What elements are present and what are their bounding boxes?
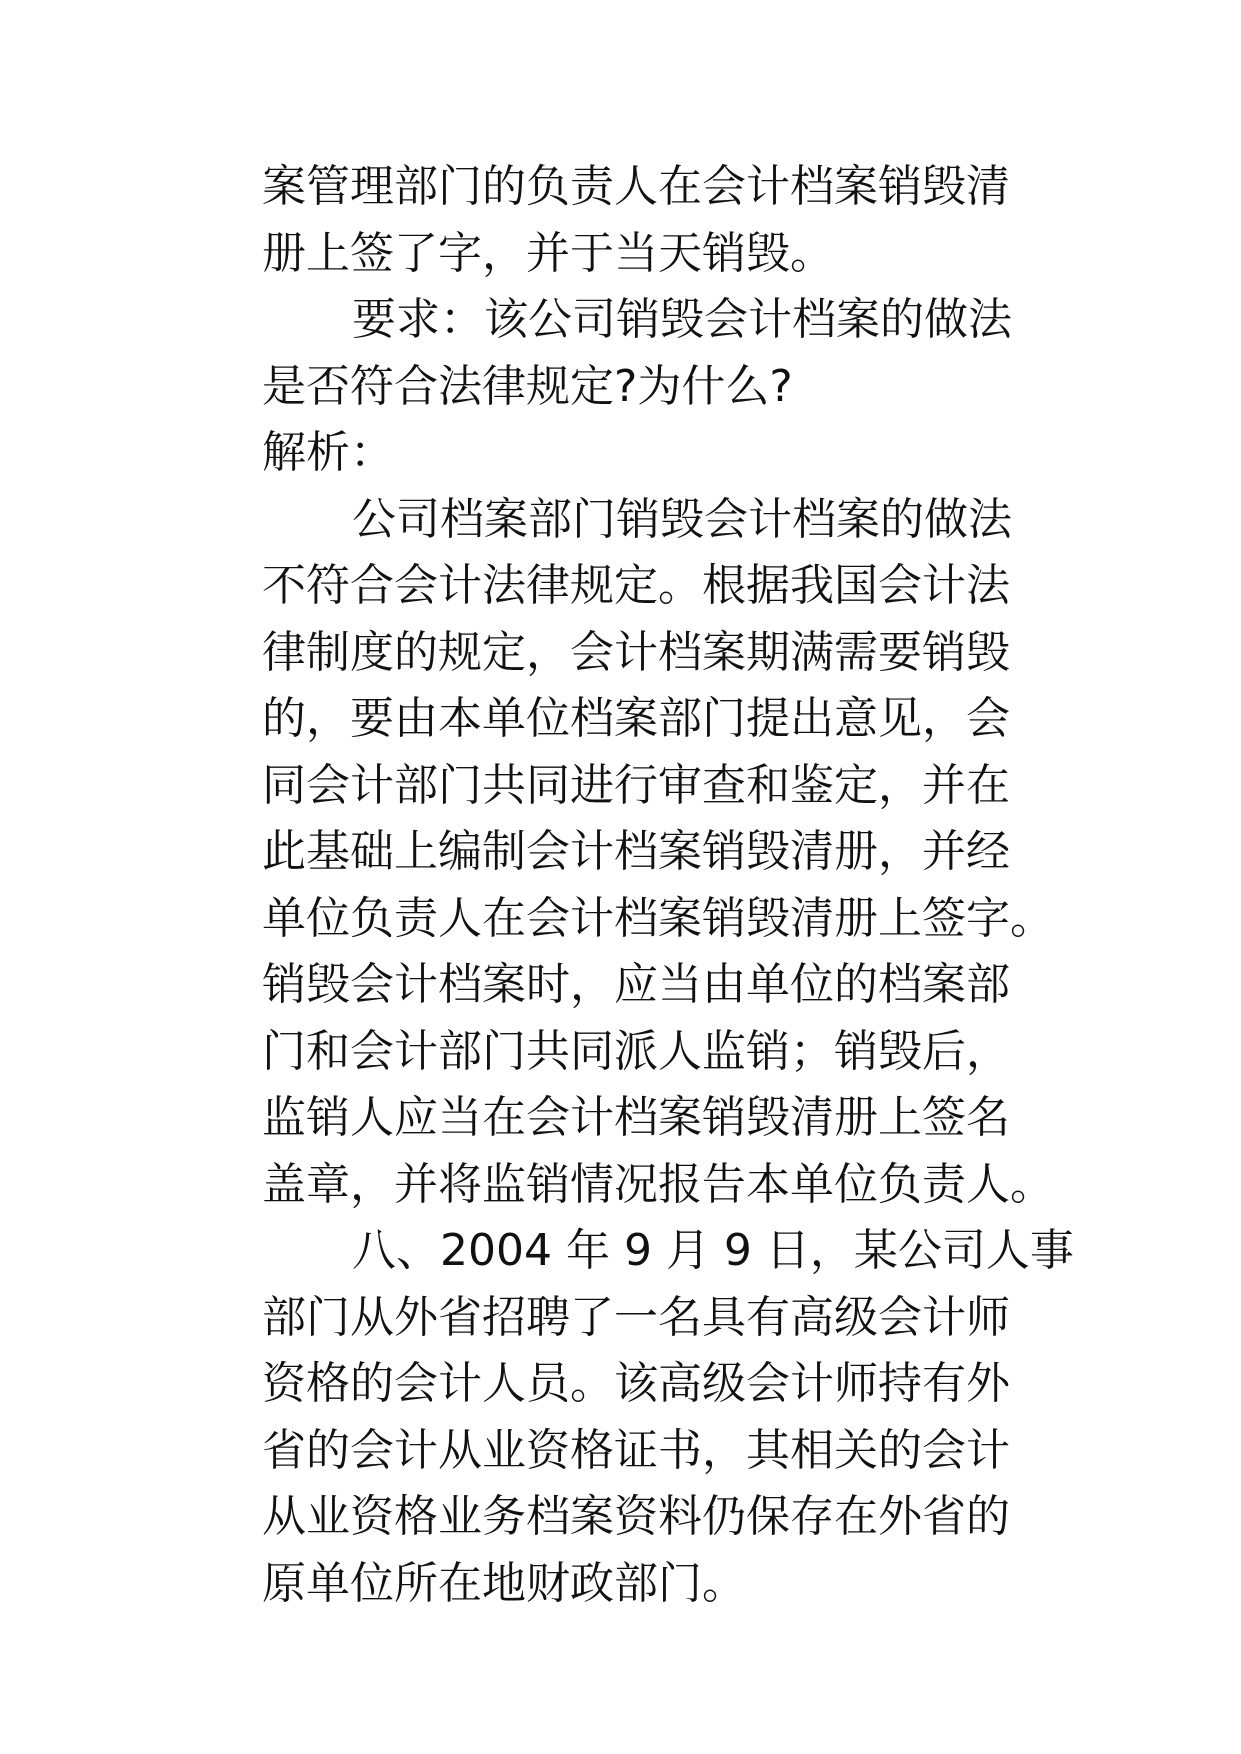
text-line: 销毁会计档案时，应当由单位的档案部	[262, 959, 1010, 1010]
text-line: 此基础上编制会计档案销毁清册，并经	[262, 826, 1010, 877]
body-text	[262, 154, 1074, 1617]
text-line: 盖章，并将监销情况报告本单位负责人。	[262, 1158, 1054, 1210]
text-line: 案管理部门的负责人在会计档案销毁清	[262, 161, 1010, 212]
text-line: 单位负责人在会计档案销毁清册上签字。	[262, 892, 1054, 944]
text-line: 解析：	[262, 427, 394, 478]
text-line: 门和会计部门共同派人监销；销毁后，	[262, 1025, 1010, 1077]
text-line: 是否符合法律规定?为什么?	[262, 360, 793, 412]
text-line: 律制度的规定，会计档案期满需要销毁	[262, 626, 1010, 678]
text-line: 监销人应当在会计档案销毁清册上签名	[262, 1092, 1010, 1143]
text-line: 公司档案部门销毁会计档案的做法	[352, 493, 1012, 545]
text-line: 部门从外省招聘了一名具有高级会计师	[262, 1291, 1010, 1343]
text-line: 同会计部门共同进行审查和鉴定，并在	[262, 759, 1010, 811]
text-line: 八、2004 年 9 月 9 日，某公司人事	[352, 1225, 1074, 1276]
text-line: 的，要由本单位档案部门提出意见，会	[262, 693, 1010, 744]
text-line: 不符合会计法律规定。根据我国会计法	[262, 560, 1010, 611]
text-line: 省的会计从业资格证书，其相关的会计	[262, 1424, 1010, 1476]
text-line: 从业资格业务档案资料仍保存在外省的	[262, 1491, 1010, 1542]
text-line: 原单位所在地财政部门。	[262, 1557, 746, 1609]
text-line: 资格的会计人员。该高级会计师持有外	[262, 1358, 1010, 1409]
text-line: 要求：该公司销毁会计档案的做法	[352, 294, 1012, 345]
text-line: 册上签了字，并于当天销毁。	[262, 227, 834, 279]
